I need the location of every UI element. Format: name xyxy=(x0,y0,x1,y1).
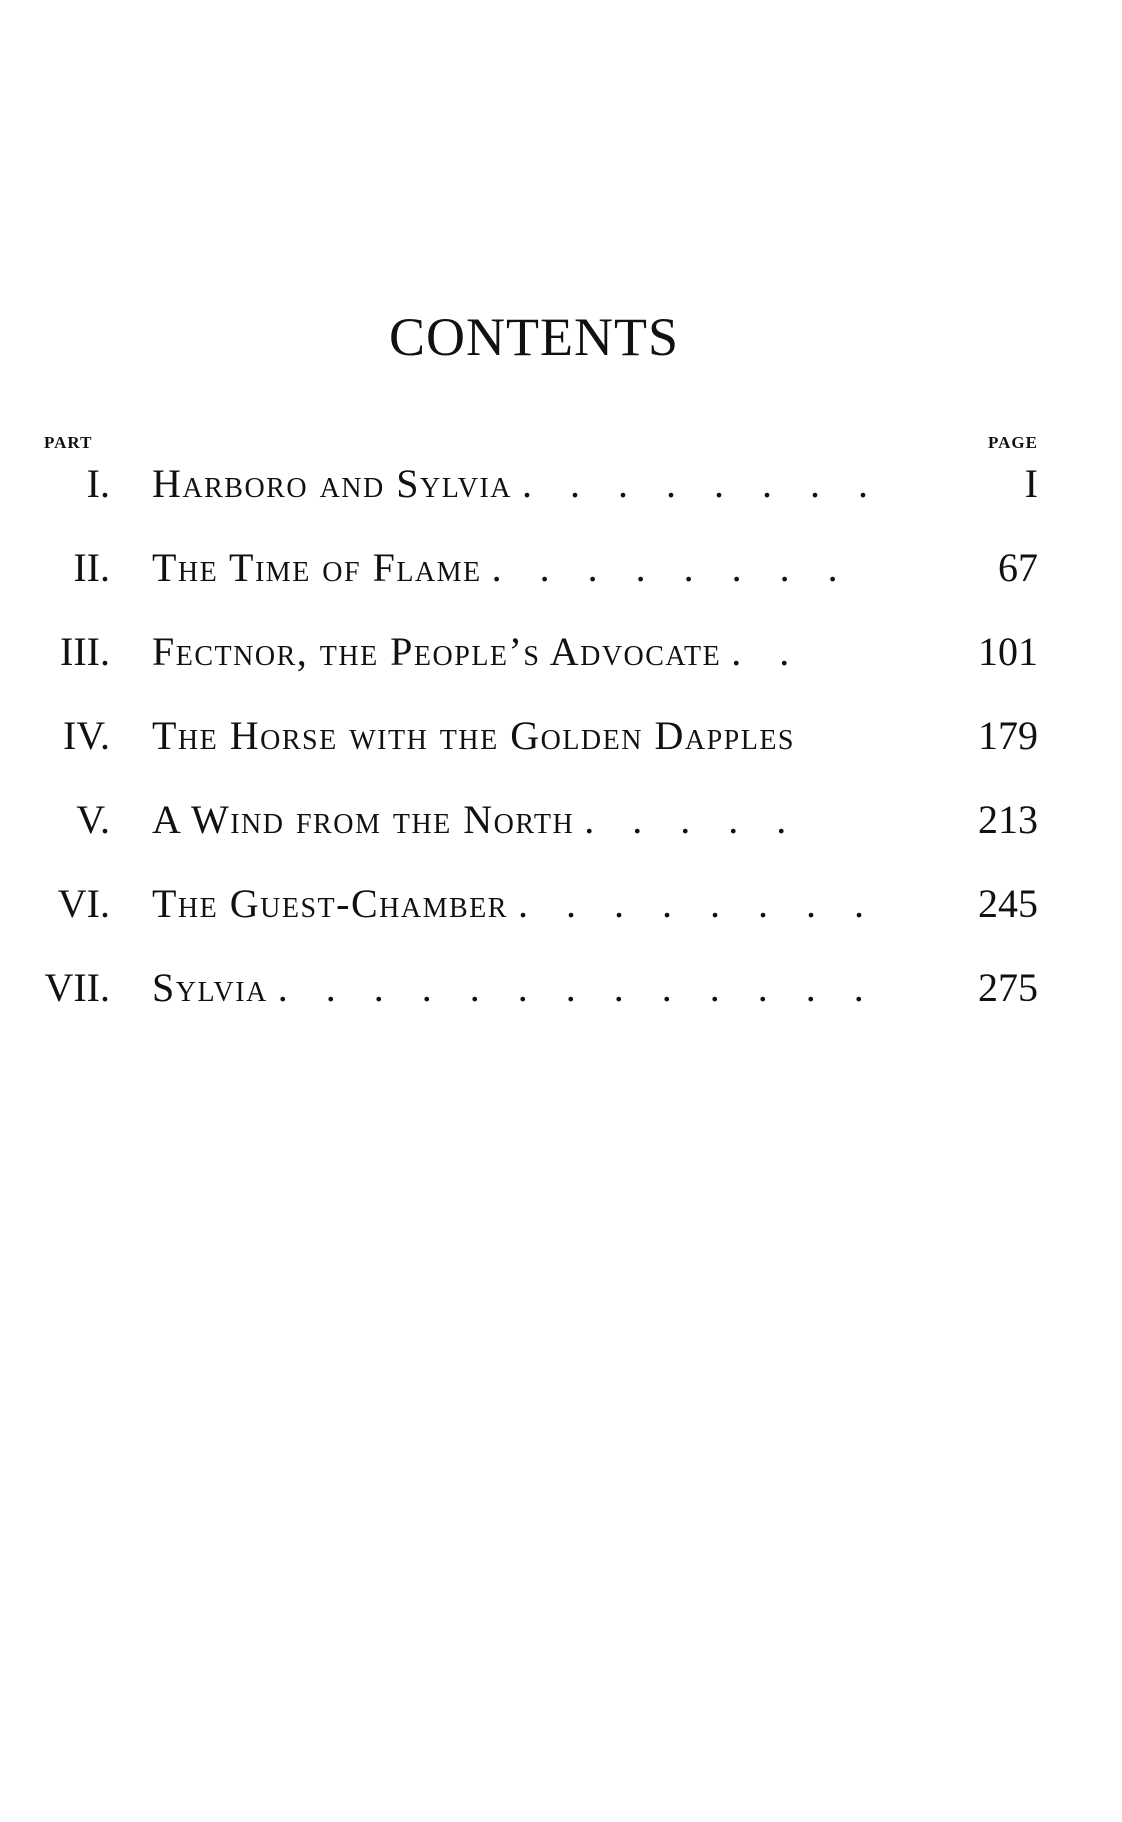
toc-page-number: 101 xyxy=(978,629,1038,674)
toc-page-number: 213 xyxy=(978,797,1038,842)
page-column-header: PAGE xyxy=(988,433,1038,452)
toc-leader-dots: . . xyxy=(731,629,804,674)
toc-title-text: Sylvia xyxy=(152,965,268,1010)
toc-part-number: VII. xyxy=(44,965,110,1010)
toc-title-text: Fectnor, the People’s Advocate xyxy=(152,629,722,674)
toc-entry xyxy=(0,960,1122,1044)
toc-page-number: 179 xyxy=(978,713,1038,758)
toc-entry xyxy=(0,540,1122,624)
toc-entry xyxy=(0,876,1122,960)
toc-leader-dots: . . . . . . . . xyxy=(517,881,878,926)
toc-title-text: The Horse with the Golden Dapples xyxy=(152,713,796,758)
toc-leader-dots: . . . . . . . . . . . . . xyxy=(277,965,878,1010)
toc-title xyxy=(152,876,932,932)
toc-title xyxy=(152,792,932,848)
toc-entry xyxy=(0,624,1122,708)
toc-leader-dots: . . . . . . . . xyxy=(522,461,883,506)
toc-page-number: 275 xyxy=(978,965,1038,1010)
toc-title xyxy=(152,960,932,1016)
toc-page-number: 245 xyxy=(978,881,1038,926)
toc-leader-dots xyxy=(795,713,805,758)
toc-leader-dots: . . . . . xyxy=(584,797,801,842)
toc-title xyxy=(152,624,932,680)
toc-part-number: IV. xyxy=(62,713,110,758)
toc-entry xyxy=(0,708,1122,792)
toc-leader-dots: . . . . . . . . xyxy=(491,545,852,590)
toc-part-number: VI. xyxy=(57,881,110,926)
toc-part-number: II. xyxy=(73,545,110,590)
toc-title-text: The Guest-Chamber xyxy=(152,881,508,926)
table-of-contents xyxy=(0,456,1122,1044)
toc-page-number: I xyxy=(1024,461,1038,506)
toc-page-number: 67 xyxy=(998,545,1038,590)
toc-title xyxy=(152,708,932,764)
part-column-header: PART xyxy=(44,433,93,452)
toc-title-text: A Wind from the North xyxy=(152,797,575,842)
toc-part-number: I. xyxy=(86,461,110,506)
page-title: CONTENTS xyxy=(389,307,679,367)
toc-part-number: III. xyxy=(60,629,110,674)
toc-title-text: Harboro and Sylvia xyxy=(152,461,513,506)
toc-title-text: The Time of Flame xyxy=(152,545,482,590)
toc-title xyxy=(152,456,932,512)
toc-entry xyxy=(0,456,1122,540)
toc-title xyxy=(152,540,932,596)
toc-part-number: V. xyxy=(76,797,110,842)
toc-entry xyxy=(0,792,1122,876)
